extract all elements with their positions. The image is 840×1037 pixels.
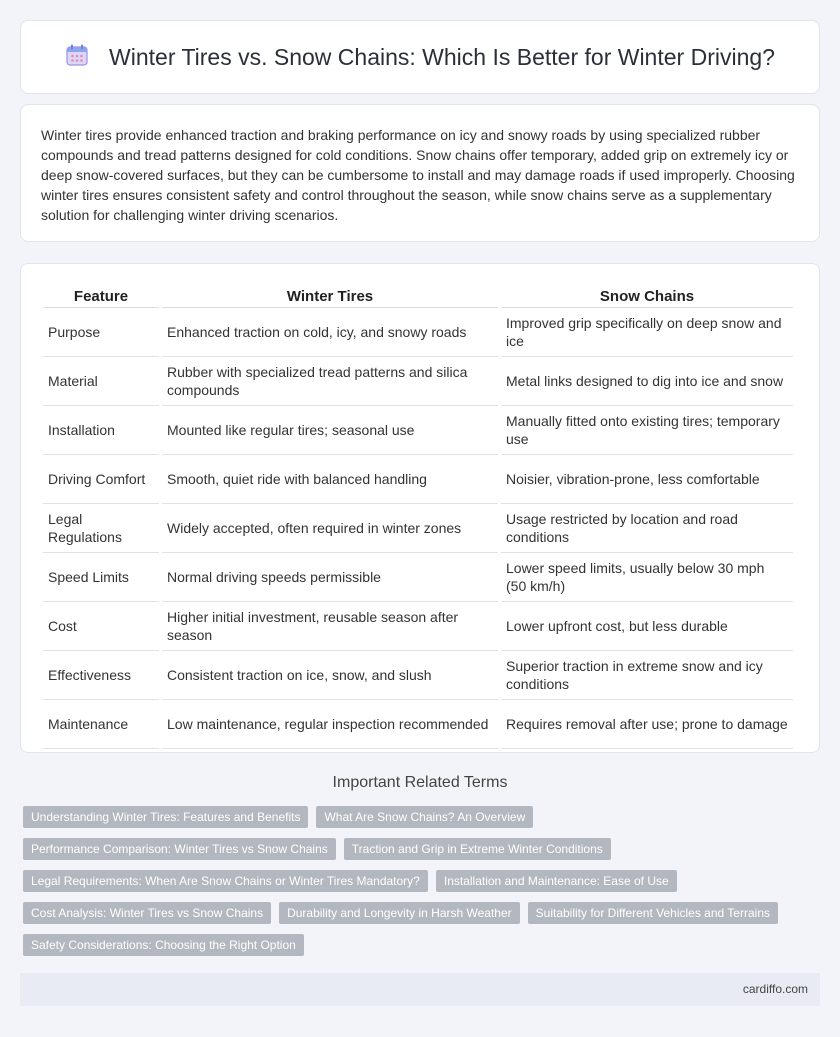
row-snow-chains: Improved grip specifically on deep snow and ice (501, 308, 793, 357)
row-winter-tires: Enhanced traction on cold, icy, and snowy roads (162, 308, 498, 357)
related-term-tag[interactable]: What Are Snow Chains? An Overview (316, 806, 533, 828)
row-feature: Material (43, 357, 159, 406)
row-winter-tires: Rubber with specialized tread patterns and silica compounds (162, 357, 498, 406)
table-row (43, 406, 793, 455)
table-row (43, 308, 793, 357)
footer (20, 973, 820, 1006)
row-snow-chains: Usage restricted by location and road conditions (501, 504, 793, 553)
row-feature: Speed Limits (43, 553, 159, 602)
header-snow-chains: Snow Chains (501, 284, 793, 308)
row-feature: Installation (43, 406, 159, 455)
row-winter-tires: Normal driving speeds permissible (162, 553, 498, 602)
table-row (43, 553, 793, 602)
related-term-tag[interactable]: Durability and Longevity in Harsh Weather (279, 902, 520, 924)
table-row (43, 357, 793, 406)
related-term-tag[interactable]: Safety Considerations: Choosing the Right Option (23, 934, 304, 956)
row-feature: Maintenance (43, 700, 159, 749)
related-terms-heading: Important Related Terms (332, 774, 508, 791)
related-term-tag[interactable]: Installation and Maintenance: Ease of Use (436, 870, 677, 892)
row-snow-chains: Lower upfront cost, but less durable (501, 602, 793, 651)
row-winter-tires: Consistent traction on ice, snow, and slush (162, 651, 498, 700)
row-feature: Driving Comfort (43, 455, 159, 504)
row-snow-chains: Metal links designed to dig into ice and snow (501, 357, 793, 406)
row-winter-tires: Smooth, quiet ride with balanced handling (162, 455, 498, 504)
intro-card (20, 104, 820, 242)
related-terms-list (23, 806, 813, 966)
related-term-tag[interactable]: Traction and Grip in Extreme Winter Conditions (344, 838, 611, 860)
page-title: Winter Tires vs. Snow Chains: Which Is Better for Winter Driving? (109, 43, 775, 70)
row-winter-tires: Widely accepted, often required in winter zones (162, 504, 498, 553)
footer-site-link[interactable]: cardiffo.com (742, 982, 808, 996)
related-term-tag[interactable]: Cost Analysis: Winter Tires vs Snow Chains (23, 902, 271, 924)
row-snow-chains: Lower speed limits, usually below 30 mph (50 km/h) (501, 553, 793, 602)
table-row (43, 504, 793, 553)
title-card (20, 20, 820, 94)
related-term-tag[interactable]: Legal Requirements: When Are Snow Chains or Winter Tires Mandatory? (23, 870, 428, 892)
table-row (43, 651, 793, 700)
row-winter-tires: Low maintenance, regular inspection recommended (162, 700, 498, 749)
table-header-row (43, 284, 793, 308)
row-snow-chains: Manually fitted onto existing tires; temporary use (501, 406, 793, 455)
row-feature: Legal Regulations (43, 504, 159, 553)
calendar-icon (65, 43, 89, 72)
table-row (43, 455, 793, 504)
related-term-tag[interactable]: Suitability for Different Vehicles and Terrains (528, 902, 778, 924)
header-winter-tires: Winter Tires (162, 284, 498, 308)
related-term-tag[interactable]: Performance Comparison: Winter Tires vs Snow Chains (23, 838, 336, 860)
comparison-table-card (20, 263, 820, 753)
row-snow-chains: Requires removal after use; prone to damage (501, 700, 793, 749)
intro-paragraph: Winter tires provide enhanced traction and braking performance on icy and snowy roads by using specialized rubber compounds and tread patterns designed for cold conditions. Snow chains offer temporary, added grip on extremely icy or deep snow-covered surfaces, but they can be cumbersome to install and may damage roads if used improperly. Choosing winter tires ensures consistent safety and control throughout the season, while snow chains serve as a supplementary solution for challenging winter driving scenarios. (41, 127, 795, 223)
row-winter-tires: Mounted like regular tires; seasonal use (162, 406, 498, 455)
row-snow-chains: Superior traction in extreme snow and icy conditions (501, 651, 793, 700)
row-snow-chains: Noisier, vibration-prone, less comfortable (501, 455, 793, 504)
row-feature: Purpose (43, 308, 159, 357)
table-row (43, 700, 793, 749)
related-term-tag[interactable]: Understanding Winter Tires: Features and Benefits (23, 806, 308, 828)
row-feature: Cost (43, 602, 159, 651)
row-winter-tires: Higher initial investment, reusable season after season (162, 602, 498, 651)
row-feature: Effectiveness (43, 651, 159, 700)
table-row (43, 602, 793, 651)
header-feature: Feature (43, 284, 159, 308)
comparison-table (40, 284, 796, 749)
